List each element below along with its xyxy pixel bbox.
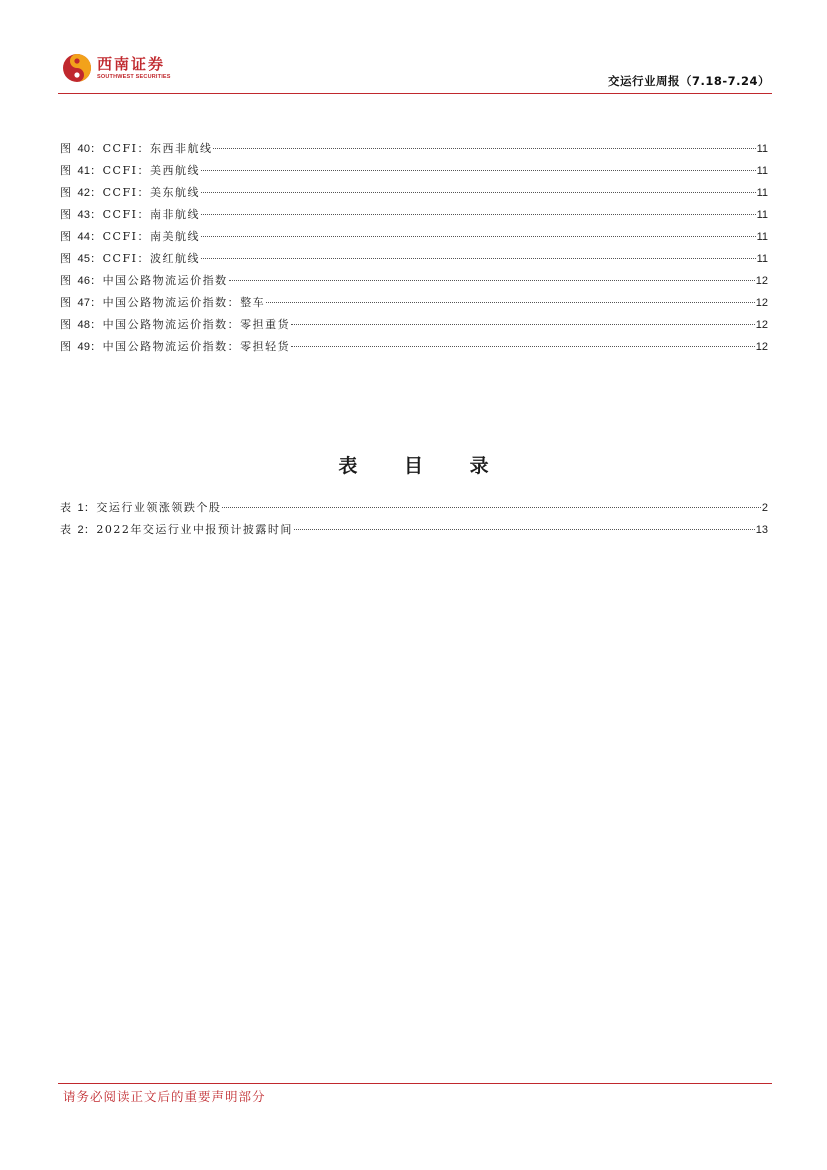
- toc-entry-number: 45: [77, 253, 91, 265]
- toc-entry-title: CCFI：南美航线: [102, 230, 200, 243]
- footer-disclaimer: 请务必阅读正文后的重要声明部分: [63, 1089, 266, 1104]
- toc-entry-title: 中国公路物流运价指数：零担轻货: [102, 340, 291, 353]
- toc-entry-separator: ：: [90, 230, 103, 243]
- dot-leader: [201, 170, 756, 171]
- table-toc-list: [60, 497, 768, 541]
- dot-leader: [201, 236, 756, 237]
- toc-entry-title: CCFI：美西航线: [102, 164, 200, 177]
- toc-entry-label: [60, 204, 200, 226]
- toc-page-number: 11: [756, 253, 768, 265]
- toc-entry-separator: ：: [90, 208, 103, 221]
- dot-leader: [201, 192, 756, 193]
- toc-entry-title: 中国公路物流运价指数: [102, 274, 228, 287]
- toc-entry-separator: ：: [83, 523, 97, 536]
- toc-page-number: 11: [756, 143, 768, 155]
- header-divider: [58, 93, 772, 94]
- toc-entry-number: 2: [77, 524, 84, 536]
- toc-entry-label: [60, 314, 290, 336]
- figure-toc-entry[interactable]: [60, 292, 768, 314]
- toc-entry-separator: ：: [90, 274, 103, 287]
- logo-emblem-icon: [62, 53, 92, 83]
- report-title: 交运行业周报（7.18-7.24）: [607, 74, 770, 88]
- dot-leader: [266, 302, 755, 303]
- toc-entry-label: [60, 182, 200, 204]
- toc-entry-number: 48: [77, 319, 91, 331]
- footer-divider: [58, 1083, 772, 1084]
- toc-entry-separator: ：: [90, 252, 103, 265]
- company-logo: [62, 50, 171, 86]
- figure-toc-entry[interactable]: [60, 314, 768, 336]
- toc-entry-title: 2022年交运行业中报预计披露时间: [96, 523, 293, 536]
- toc-entry-title: 中国公路物流运价指数：整车: [102, 296, 266, 309]
- toc-entry-prefix: 图: [60, 164, 78, 177]
- toc-entry-number: 42: [77, 187, 91, 199]
- toc-entry-prefix: 图: [60, 296, 78, 309]
- toc-entry-prefix: 图: [60, 142, 78, 155]
- logo-chinese-name: 西南证券: [97, 54, 166, 73]
- toc-entry-label: [60, 160, 200, 182]
- toc-entry-separator: ：: [90, 296, 103, 309]
- toc-entry-prefix: 图: [60, 252, 78, 265]
- toc-entry-number: 46: [77, 275, 91, 287]
- figure-toc-entry[interactable]: [60, 204, 768, 226]
- toc-entry-label: [60, 336, 290, 358]
- toc-entry-separator: ：: [90, 142, 103, 155]
- toc-entry-label: [60, 138, 212, 160]
- toc-entry-prefix: 图: [60, 230, 78, 243]
- toc-entry-number: 41: [77, 165, 91, 177]
- toc-entry-number: 1: [77, 502, 84, 514]
- toc-entry-number: 49: [77, 341, 91, 353]
- dot-leader: [222, 507, 761, 508]
- dot-leader: [213, 148, 755, 149]
- toc-page-number: 11: [756, 209, 768, 221]
- toc-page-number: 11: [756, 165, 768, 177]
- toc-entry-separator: ：: [90, 318, 103, 331]
- toc-entry-label: [60, 270, 228, 292]
- figure-toc-list: [60, 138, 768, 358]
- table-toc-entry[interactable]: [60, 519, 768, 541]
- dot-leader: [201, 258, 756, 259]
- table-toc-entry[interactable]: [60, 497, 768, 519]
- toc-page-number: 12: [755, 275, 768, 287]
- toc-entry-prefix: 图: [60, 274, 78, 287]
- toc-entry-prefix: 图: [60, 340, 78, 353]
- toc-entry-label: [60, 519, 293, 541]
- toc-entry-prefix: 图: [60, 318, 78, 331]
- figure-toc-entry[interactable]: [60, 182, 768, 204]
- toc-entry-prefix: 表: [60, 523, 78, 536]
- toc-entry-number: 40: [77, 143, 91, 155]
- toc-entry-number: 44: [77, 231, 91, 243]
- toc-entry-title: CCFI：东西非航线: [102, 142, 213, 155]
- toc-page-number: 2: [761, 502, 768, 514]
- dot-leader: [229, 280, 755, 281]
- toc-entry-title: CCFI：南非航线: [102, 208, 200, 221]
- toc-page-number: 12: [755, 297, 768, 309]
- toc-entry-prefix: 图: [60, 186, 78, 199]
- toc-page-number: 12: [755, 319, 768, 331]
- toc-entry-title: 中国公路物流运价指数：零担重货: [102, 318, 291, 331]
- dot-leader: [201, 214, 756, 215]
- dot-leader: [291, 324, 755, 325]
- figure-toc-entry[interactable]: [60, 270, 768, 292]
- toc-entry-separator: ：: [83, 501, 97, 514]
- toc-entry-label: [60, 497, 221, 519]
- toc-entry-separator: ：: [90, 340, 103, 353]
- dot-leader: [291, 346, 755, 347]
- logo-english-name: SOUTHWEST SECURITIES: [97, 73, 171, 80]
- toc-entry-label: [60, 248, 200, 270]
- toc-entry-separator: ：: [90, 186, 103, 199]
- toc-entry-prefix: 图: [60, 208, 78, 221]
- toc-page-number: 11: [756, 187, 768, 199]
- toc-page-number: 12: [755, 341, 768, 353]
- figure-toc-entry[interactable]: [60, 226, 768, 248]
- toc-entry-title: 交运行业领涨领跌个股: [96, 501, 222, 514]
- figure-toc-entry[interactable]: [60, 138, 768, 160]
- toc-entry-title: CCFI：美东航线: [102, 186, 200, 199]
- toc-entry-number: 43: [77, 209, 91, 221]
- toc-page-number: 11: [756, 231, 768, 243]
- toc-entry-title: CCFI：波红航线: [102, 252, 200, 265]
- toc-page-number: 13: [755, 524, 768, 536]
- dot-leader: [294, 529, 755, 530]
- figure-toc-entry[interactable]: [60, 160, 768, 182]
- toc-entry-label: [60, 292, 265, 314]
- tables-toc-heading: 表 目 录: [338, 455, 509, 477]
- toc-entry-separator: ：: [90, 164, 103, 177]
- page-header: [58, 46, 772, 94]
- figure-toc-entry[interactable]: [60, 336, 768, 358]
- toc-entry-prefix: 表: [60, 501, 78, 514]
- toc-entry-label: [60, 226, 200, 248]
- figure-toc-entry[interactable]: [60, 248, 768, 270]
- toc-entry-number: 47: [77, 297, 91, 309]
